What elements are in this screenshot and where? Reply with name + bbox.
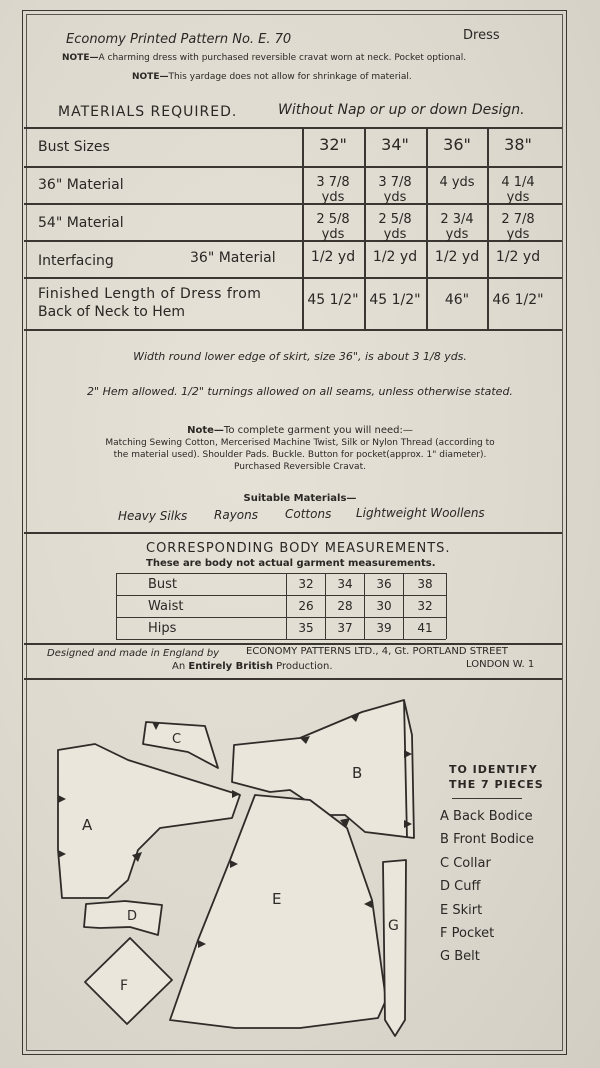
row-label-finished-length: Finished Length of Dress from: [38, 286, 262, 302]
size-header: 32": [319, 135, 347, 154]
legend-rule: [452, 798, 522, 799]
designed-in-england: Designed and made in England by: [47, 648, 220, 659]
row-label-interfacing: Interfacing: [38, 253, 114, 269]
legend-item: [440, 879, 480, 894]
piece-g-belt: [383, 860, 406, 1036]
legend-item: [440, 903, 482, 918]
complete-items-1: Matching Sewing Cotton, Mercerised Machine Twist, Silk or Nylon Thread (according to: [105, 438, 495, 448]
length-value: 46": [444, 292, 470, 308]
row-label-54-material: 54" Material: [38, 215, 124, 231]
yardage-value: 3 7/8 yds: [316, 175, 350, 205]
skirt-width-note: Width round lower edge of skirt, size 36", is about 3 1/8 yds.: [133, 350, 467, 363]
materials-heading: MATERIALS REQUIRED.: [58, 104, 238, 120]
bm-label-bust: Bust: [148, 577, 178, 592]
legend-name: Skirt: [452, 903, 483, 918]
note-text: A charming dress with purchased reversible cravat worn at neck. Pocket optional.: [98, 53, 467, 63]
size-header: 36": [443, 135, 471, 154]
bm-value: 32: [417, 599, 433, 613]
bm-value: 38: [417, 577, 433, 591]
length-value: 45 1/2": [307, 292, 359, 308]
british-suffix: Production.: [276, 661, 333, 672]
legend-item: [440, 856, 491, 871]
bm-value: 35: [298, 621, 314, 635]
size-header: 38": [504, 135, 532, 154]
garment-type: Dress: [463, 28, 500, 43]
suitable-material: Lightweight Woollens: [356, 506, 485, 520]
bm-value: 37: [337, 621, 353, 635]
company-address: ECONOMY PATTERNS LTD., 4, Gt. PORTLAND STREET: [246, 646, 508, 657]
legend-letter: B: [440, 832, 449, 847]
suitable-material: Cottons: [285, 507, 332, 521]
suitable-materials-label: Suitable Materials—: [243, 493, 357, 504]
bm-label-hips: Hips: [148, 621, 177, 636]
row-label-bust: Bust Sizes: [38, 139, 110, 155]
legend-name: Pocket: [451, 926, 495, 941]
bm-value: 32: [298, 577, 314, 591]
company-city: LONDON W. 1: [466, 659, 535, 670]
note-label: Note—: [187, 425, 224, 436]
piece-d-cuff: [84, 901, 162, 935]
note-label: NOTE—: [62, 53, 99, 63]
body-measurements-subtitle: These are body not actual garment measurements.: [146, 558, 436, 569]
identify-heading-2: THE 7 PIECES: [449, 778, 544, 791]
bm-value: 41: [417, 621, 433, 635]
materials-subheading: Without Nap or up or down Design.: [278, 102, 525, 118]
piece-e-skirt: [170, 795, 386, 1028]
bm-label-waist: Waist: [148, 599, 184, 614]
legend-name: Collar: [453, 856, 491, 871]
legend-letter: F: [440, 926, 448, 941]
piece-label-e: E: [272, 890, 282, 908]
legend-letter: D: [440, 879, 451, 894]
bm-value: 34: [337, 577, 353, 591]
yardage-value: 1/2 yd: [495, 249, 541, 265]
piece-label-a: A: [82, 816, 93, 834]
hem-note: 2" Hem allowed. 1/2" turnings allowed on all seams, unless otherwise stated.: [87, 385, 513, 398]
complete-items-2: the material used). Shoulder Pads. Buckle. Button for pocket(approx. 1" diameter).: [113, 450, 487, 460]
piece-label-b: B: [352, 764, 363, 782]
complete-items-3: Purchased Reversible Cravat.: [234, 462, 366, 472]
bm-value: 28: [337, 599, 353, 613]
note-label: NOTE—: [132, 72, 169, 82]
legend-letter: C: [440, 856, 450, 871]
body-measurements-title: CORRESPONDING BODY MEASUREMENTS.: [146, 541, 451, 556]
legend-item: [440, 809, 533, 824]
legend-name: Back Bodice: [453, 809, 533, 824]
yardage-value: 1/2 yd: [434, 249, 480, 265]
legend-name: Belt: [454, 949, 480, 964]
row-label-36-material: 36" Material: [38, 177, 124, 193]
yardage-value: 2 3/4 yds: [440, 212, 474, 242]
suitable-material: Rayons: [214, 508, 258, 522]
pattern-title: Economy Printed Pattern No. E. 70: [66, 32, 292, 47]
legend-letter: A: [440, 809, 449, 824]
row-label-finished-length-2: Back of Neck to Hem: [38, 304, 186, 320]
yardage-value: 1/2 yd: [310, 249, 356, 265]
yardage-value: 2 5/8 yds: [378, 212, 412, 242]
note-text: To complete garment you will need:—: [223, 425, 413, 436]
length-value: 45 1/2": [369, 292, 421, 308]
size-header: 34": [381, 135, 409, 154]
piece-label-f: F: [120, 978, 129, 994]
yardage-value: 4 1/4 yds: [501, 175, 535, 205]
british-bold: Entirely British: [188, 661, 273, 672]
legend-letter: G: [440, 949, 451, 964]
bm-value: 30: [376, 599, 392, 613]
row-label-interfacing-width: 36" Material: [190, 250, 276, 266]
piece-label-c: C: [172, 732, 182, 747]
legend-letter: E: [440, 903, 449, 918]
length-value: 46 1/2": [492, 292, 544, 308]
piece-label-d: D: [127, 909, 138, 924]
piece-label-g: G: [388, 918, 399, 934]
legend-name: Cuff: [454, 879, 481, 894]
note-text: This yardage does not allow for shrinkage of material.: [168, 72, 412, 82]
legend-item: [440, 832, 534, 847]
bm-value: 26: [298, 599, 314, 613]
yardage-value: 3 7/8 yds: [378, 175, 412, 205]
bm-value: 36: [376, 577, 392, 591]
legend-item: [440, 949, 480, 964]
piece-f-pocket: [85, 938, 172, 1024]
british-prefix: An: [172, 661, 186, 672]
legend-item: [440, 926, 494, 941]
identify-heading-1: TO IDENTIFY: [449, 763, 538, 776]
yardage-value: 2 5/8 yds: [316, 212, 350, 242]
legend-name: Front Bodice: [453, 832, 534, 847]
suitable-material: Heavy Silks: [118, 509, 188, 523]
yardage-value: 2 7/8 yds: [501, 212, 535, 242]
bm-value: 39: [376, 621, 392, 635]
yardage-value: 1/2 yd: [372, 249, 418, 265]
identify-heading: [449, 762, 544, 792]
yardage-value: 4 yds: [439, 175, 475, 190]
